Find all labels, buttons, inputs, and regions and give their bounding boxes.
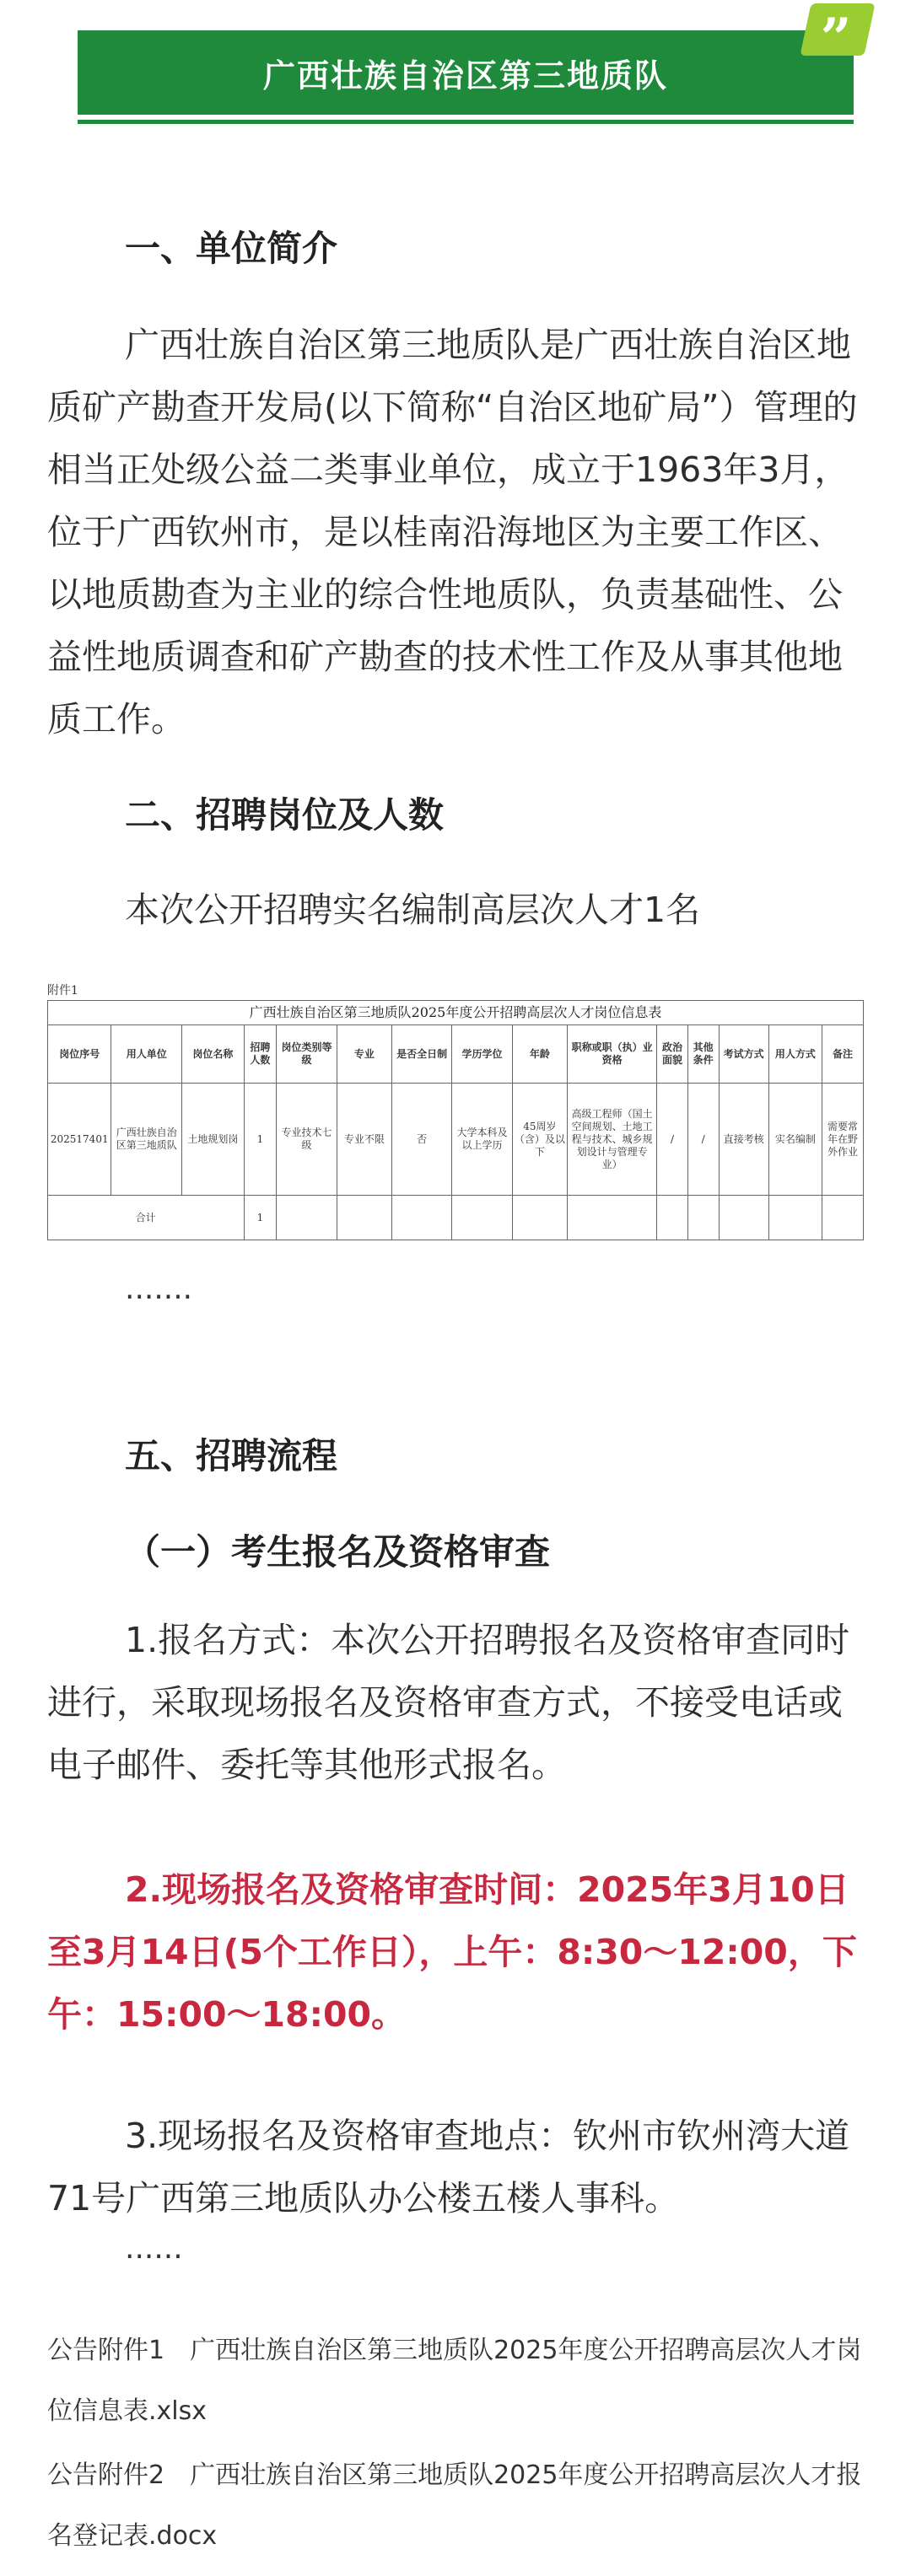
total-value: 1 — [244, 1196, 277, 1240]
section-1-title: 一、单位简介 — [125, 228, 338, 269]
table-cell: 否 — [391, 1084, 451, 1196]
table-header-cell: 岗位序号 — [48, 1025, 111, 1084]
table-header-cell: 用人方式 — [768, 1025, 822, 1084]
table-cell: 直接考核 — [719, 1084, 768, 1196]
table-header-cell: 考试方式 — [719, 1025, 768, 1084]
section-1-body: 广西壮族自治区第三地质队是广西壮族自治区地质矿产勘查开发局(以下简称“自治区地矿局”）管理的相当正处级公益二类事业单位，成立于1963年3月，位于广西钦州市，是以桂南沿海地区为主要工作区、以地质勘查为主业的综合性地质队，负责基础性、公益性地质调查和矿产勘查的技术性工作及从事其他地质工作。 — [47, 325, 858, 739]
process-item-3: 3.现场报名及资格审查地点：钦州市钦州湾大道71号广西第三地质队办公楼五楼人事科。 — [47, 2116, 850, 2218]
table-cell: 高级工程师（国土空间规划、土地工程与技术、城乡规划设计与管理专业） — [568, 1084, 657, 1196]
table-title: 广西壮族自治区第三地质队2025年度公开招聘高层次人才岗位信息表 — [47, 1000, 864, 1025]
ellipsis: ...... — [125, 2231, 183, 2266]
attachment-2-link[interactable]: 公告附件2 广西壮族自治区第三地质队2025年度公开招聘高层次人才报名登记表.docx — [47, 2460, 862, 2551]
table-total-row — [48, 1196, 864, 1240]
attachment-1-link[interactable]: 公告附件1 广西壮族自治区第三地质队2025年度公开招聘高层次人才岗位信息表.xlsx — [47, 2336, 862, 2426]
table-cell: 需要常年在野外作业 — [822, 1084, 863, 1196]
table-cell: / — [687, 1084, 719, 1196]
table-cell: 45周岁（含）及以下 — [512, 1084, 567, 1196]
section-5-title: 五、招聘流程 — [125, 1435, 338, 1476]
section-2-title: 二、招聘岗位及人数 — [125, 794, 445, 836]
table-header-cell: 职称或职（执）业资格 — [568, 1025, 657, 1084]
table-attachment-label: 附件1 — [47, 984, 78, 998]
table-cell: 202517401 — [48, 1084, 111, 1196]
table-header-row — [48, 1025, 864, 1084]
table-header-cell: 是否全日制 — [391, 1025, 451, 1084]
table-header-cell: 年龄 — [512, 1025, 567, 1084]
table-cell: 实名编制 — [768, 1084, 822, 1196]
table-cell: 1 — [244, 1084, 277, 1196]
table-header-cell: 政治面貌 — [657, 1025, 688, 1084]
table-cell: 广西壮族自治区第三地质队 — [111, 1084, 182, 1196]
table-cell: 专业不限 — [337, 1084, 391, 1196]
table-header-cell: 招聘人数 — [244, 1025, 277, 1084]
table-header-cell: 备注 — [822, 1025, 863, 1084]
table-header-cell: 用人单位 — [111, 1025, 182, 1084]
table-header-cell: 岗位类别等级 — [277, 1025, 337, 1084]
table-cell: 土地规划岗 — [182, 1084, 244, 1196]
section-5-subtitle: （一）考生报名及资格审查 — [125, 1531, 551, 1573]
table-header-cell: 专业 — [337, 1025, 391, 1084]
total-label: 合计 — [48, 1196, 245, 1240]
banner-title: 广西壮族自治区第三地质队 — [78, 30, 854, 115]
table-cell: 大学本科及以上学历 — [452, 1084, 512, 1196]
table-header-cell: 其他条件 — [687, 1025, 719, 1084]
table-row — [48, 1084, 864, 1196]
header-banner — [78, 30, 854, 123]
quote-icon: ” — [800, 3, 875, 56]
table-cell: / — [657, 1084, 688, 1196]
process-item-1: 1.报名方式：本次公开招聘报名及资格审查同时进行，采取现场报名及资格审查方式，不接受电话或电子邮件、委托等其他形式报名。 — [47, 1620, 850, 1785]
process-item-2-highlight: 2.现场报名及资格审查时间：2025年3月10日至3月14日(5个工作日），上午：8:30～12:00，下午：15:00～18:00。 — [47, 1869, 857, 2035]
ellipsis: ....... — [125, 1272, 193, 1306]
position-info-table — [47, 981, 864, 1256]
table-header-cell: 学历学位 — [452, 1025, 512, 1084]
table-header-cell: 岗位名称 — [182, 1025, 244, 1084]
table-cell: 专业技术七级 — [277, 1084, 337, 1196]
banner-underline — [78, 120, 854, 124]
section-2-body: 本次公开招聘实名编制高层次人才1名 — [125, 890, 701, 930]
